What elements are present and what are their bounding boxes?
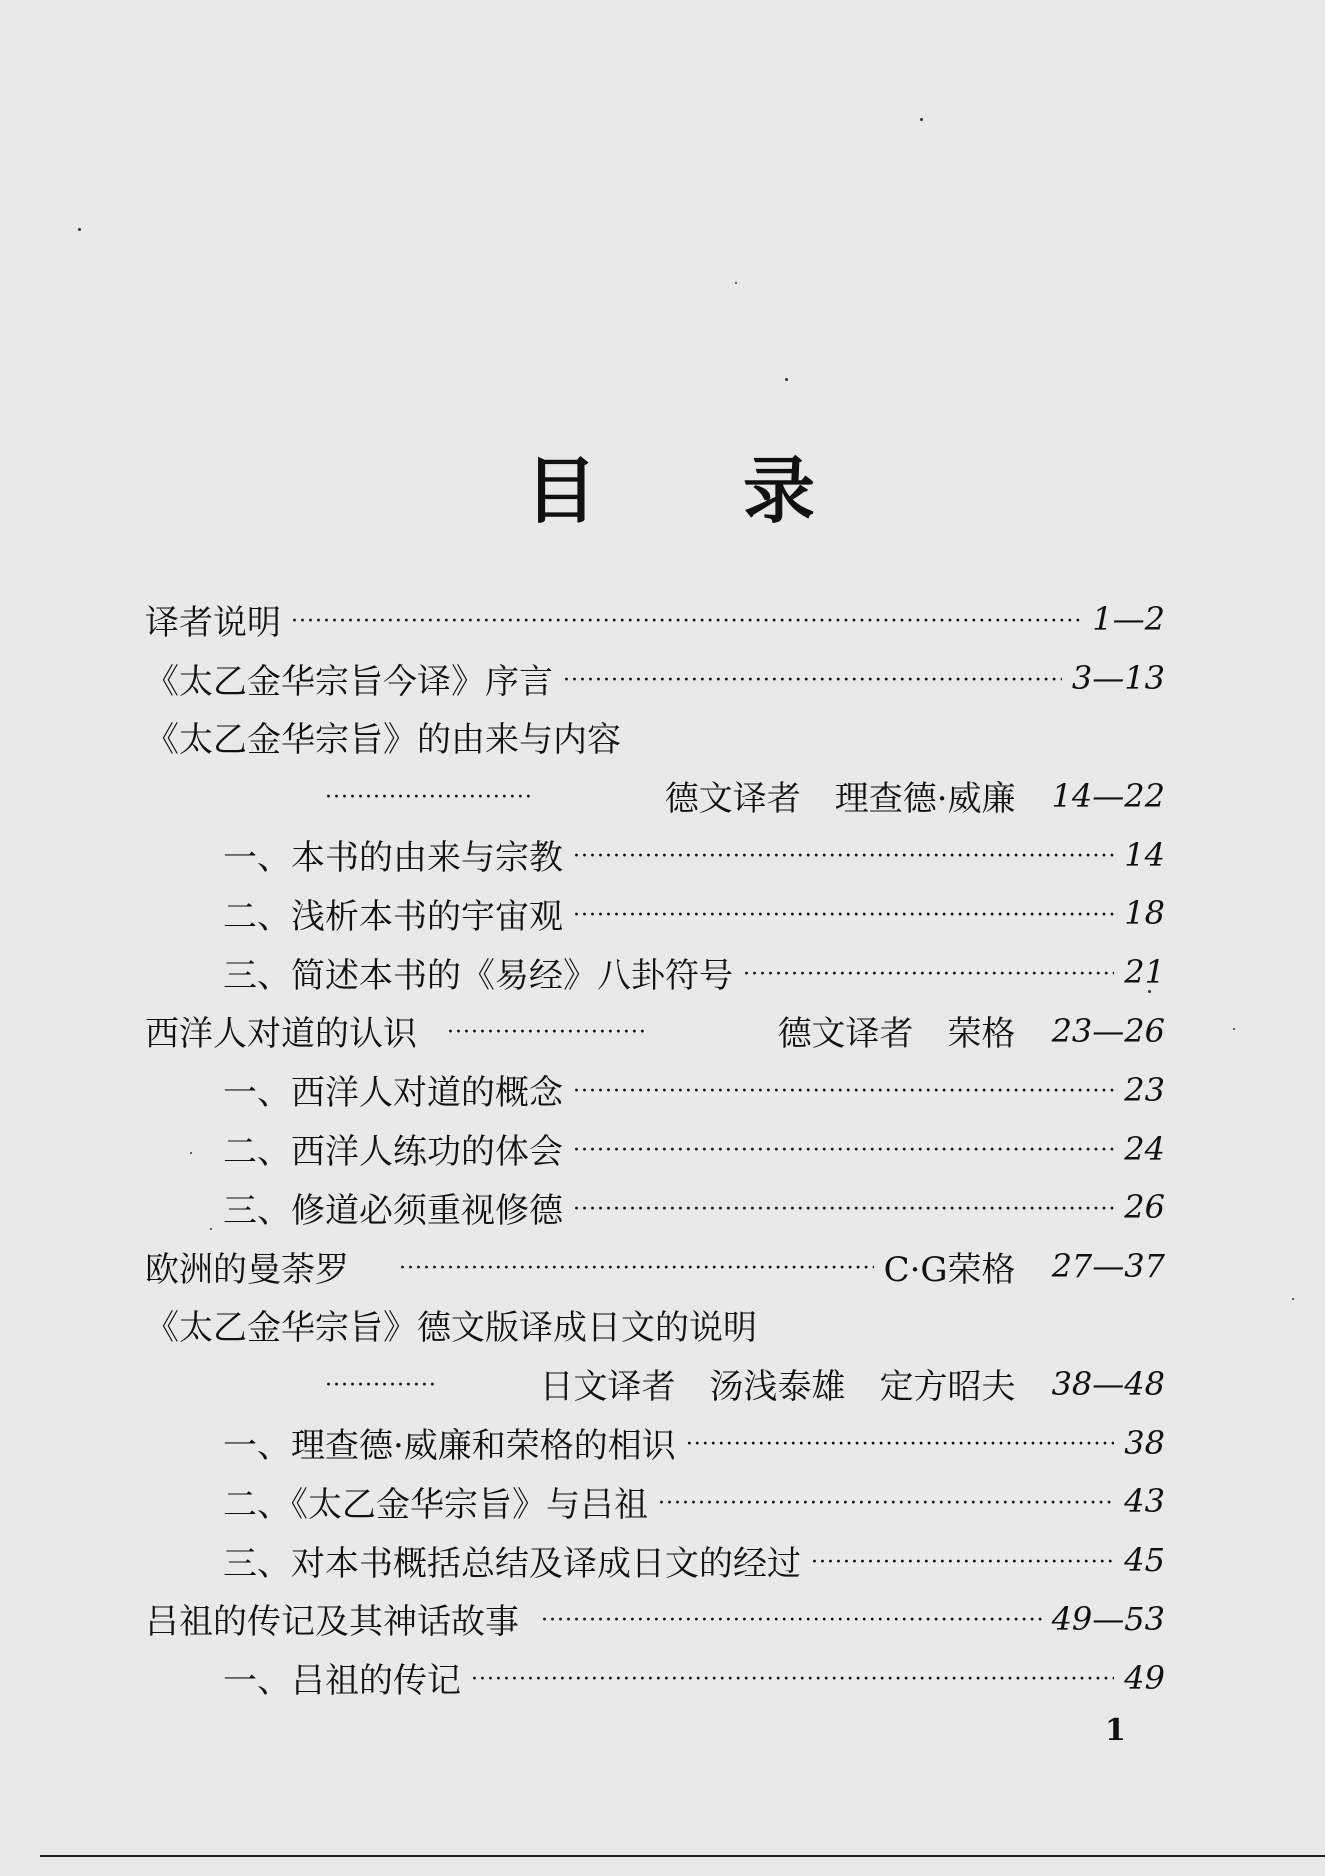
toc-subentry xyxy=(145,943,1165,1002)
title-char-mu: 目 xyxy=(525,449,598,533)
toc-entry-author: 日文译者 汤浅泰雄 定方昭夫 xyxy=(539,1367,1016,1408)
toc-page-number: 49 xyxy=(1124,1658,1165,1697)
toc-leader-dots xyxy=(573,1197,1114,1222)
toc-page-range: 14—22 xyxy=(1051,776,1165,815)
toc-page-range: 27—37 xyxy=(1051,1247,1165,1286)
title-char-lu: 录 xyxy=(742,449,815,533)
toc-page-number: 24 xyxy=(1124,1129,1165,1168)
toc-entry-author: C·G荣格 xyxy=(883,1249,1016,1290)
toc-entry-title: 二、《太乙金华宗旨》与吕祖 xyxy=(223,1484,648,1525)
toc-entry-title: 《太乙金华宗旨》德文版译成日文的说明 xyxy=(145,1308,757,1349)
toc-entry-title: 三、简述本书的《易经》八卦符号 xyxy=(223,955,733,996)
toc-page-number: 14 xyxy=(1124,835,1165,874)
toc-leader-dots xyxy=(743,962,1114,987)
toc-entry-title: 一、本书的由来与宗教 xyxy=(223,838,563,879)
toc-leader-dots xyxy=(563,668,1062,693)
toc-page-number: 21 xyxy=(1124,953,1165,992)
toc-page-number: 38 xyxy=(1124,1423,1165,1462)
toc-leader-dots xyxy=(399,1256,874,1281)
scan-speck xyxy=(920,118,923,121)
toc-entry-heading xyxy=(145,1296,1165,1355)
toc-entry-title: 《太乙金华宗旨今译》序言 xyxy=(145,661,553,702)
toc-leader-dots xyxy=(811,1550,1114,1575)
toc-leader-dots xyxy=(291,609,1082,634)
scan-speck xyxy=(785,378,788,381)
scan-speck xyxy=(1292,1298,1294,1300)
toc-page-range: 1—2 xyxy=(1092,600,1165,639)
toc-entry xyxy=(145,649,1165,708)
toc-leader-dots xyxy=(573,1138,1114,1163)
toc-entry-author: 德文译者 理查德·威廉 xyxy=(664,779,1016,820)
toc-entry-title: 一、理查德·威廉和荣格的相识 xyxy=(223,1426,676,1467)
toc-entry-heading xyxy=(145,708,1165,767)
toc-leader-dots xyxy=(573,844,1114,869)
scan-speck xyxy=(735,282,737,284)
toc-subentry xyxy=(145,825,1165,884)
toc-entry-title: 一、西洋人对道的概念 xyxy=(223,1073,563,1114)
toc-entry xyxy=(145,590,1165,649)
toc-subentry xyxy=(145,1413,1165,1472)
toc-entry-title: 西洋人对道的认识 xyxy=(145,1014,417,1055)
toc-entry-title: 三、对本书概括总结及译成日文的经过 xyxy=(223,1543,801,1584)
toc-subentry xyxy=(145,1531,1165,1590)
scan-speck xyxy=(1233,1028,1235,1030)
toc-leader-dots xyxy=(471,1667,1114,1692)
toc-entry-author: 德文译者 荣格 xyxy=(777,1014,1016,1055)
toc-subentry xyxy=(145,1119,1165,1178)
toc-leader-dots xyxy=(686,1432,1114,1457)
toc-entry-title: 《太乙金华宗旨》的由来与内容 xyxy=(145,720,621,761)
toc-leader-dots xyxy=(573,903,1114,928)
page-number: 1 xyxy=(1105,1713,1126,1748)
toc-subentry xyxy=(145,1648,1165,1707)
toc-page-number: 23 xyxy=(1124,1070,1165,1109)
toc-entry-title: 吕祖的传记及其神话故事 xyxy=(145,1602,519,1643)
toc-page-number: 26 xyxy=(1124,1188,1165,1227)
toc-page-number: 18 xyxy=(1124,894,1165,933)
toc-entry xyxy=(145,1237,1165,1296)
toc-entry xyxy=(145,1590,1165,1649)
toc-leader-dots xyxy=(447,1020,647,1045)
table-of-contents xyxy=(145,590,1165,1707)
page-title xyxy=(525,449,815,533)
bottom-rule xyxy=(40,1855,1325,1857)
toc-leader-dots xyxy=(658,1491,1114,1516)
toc-page-number: 43 xyxy=(1124,1482,1165,1521)
toc-leader-dots xyxy=(325,1373,435,1398)
toc-leader-dots xyxy=(541,1608,1042,1633)
toc-page-number: 45 xyxy=(1124,1541,1165,1580)
toc-entry-title: 三、修道必须重视修德 xyxy=(223,1190,563,1231)
toc-entry-title: 二、浅析本书的宇宙观 xyxy=(223,896,563,937)
toc-entry-title: 一、吕祖的传记 xyxy=(223,1661,461,1702)
toc-leader-dots xyxy=(325,785,535,810)
scan-speck xyxy=(78,228,81,231)
toc-entry-title: 欧洲的曼荼罗 xyxy=(145,1249,349,1290)
toc-subentry xyxy=(145,1060,1165,1119)
toc-subentry xyxy=(145,884,1165,943)
toc-entry xyxy=(145,1002,1165,1061)
toc-subentry xyxy=(145,1178,1165,1237)
toc-page-range: 23—26 xyxy=(1051,1011,1165,1050)
toc-entry-title: 译者说明 xyxy=(145,602,281,643)
toc-page-range: 49—53 xyxy=(1051,1599,1165,1638)
toc-page-range: 38—48 xyxy=(1051,1364,1165,1403)
toc-entry-continuation xyxy=(145,766,1165,825)
toc-entry-continuation xyxy=(145,1354,1165,1413)
toc-page-range: 3—13 xyxy=(1071,659,1165,698)
toc-subentry xyxy=(145,1472,1165,1531)
toc-leader-dots xyxy=(573,1079,1114,1104)
toc-entry-title: 二、西洋人练功的体会 xyxy=(223,1132,563,1173)
